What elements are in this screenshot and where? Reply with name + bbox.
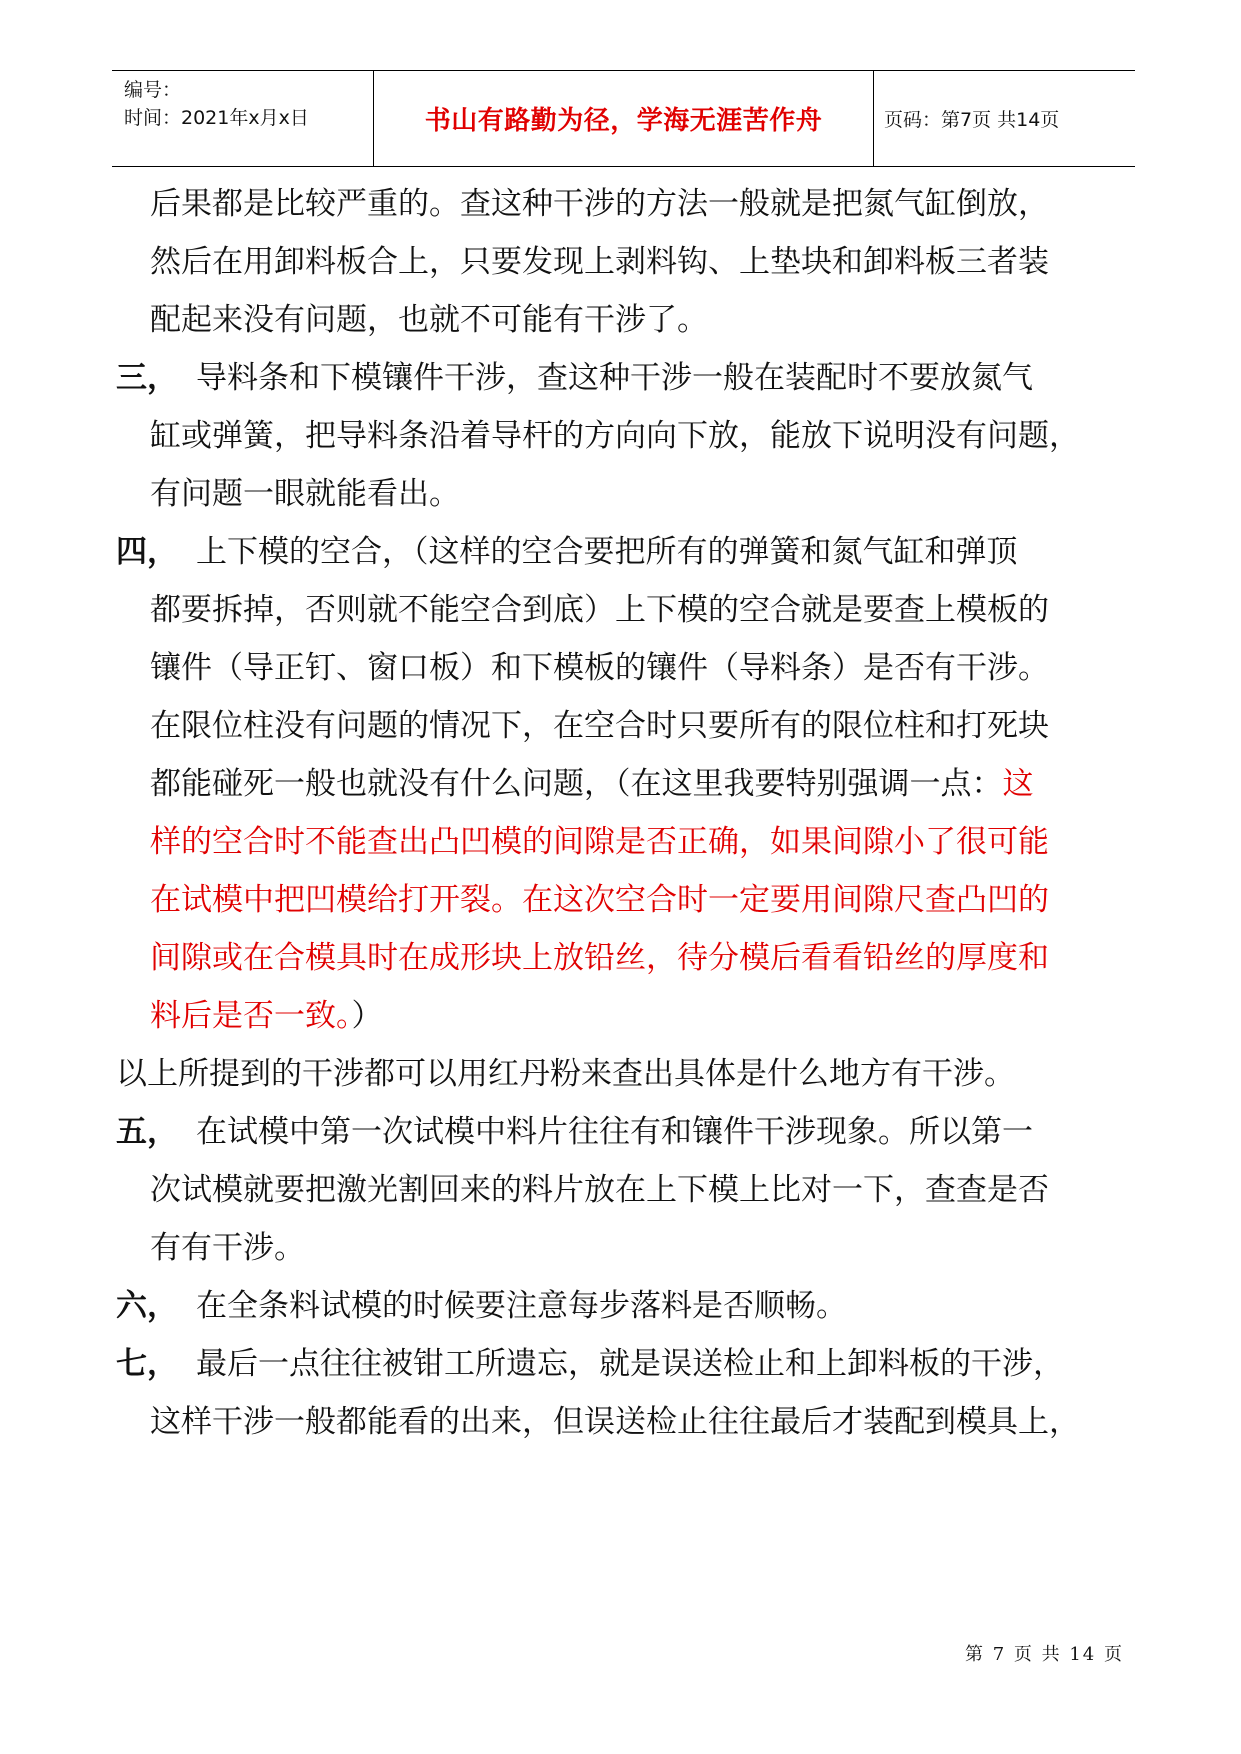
- text-line: 最后一点往往被钳工所遗忘，就是误送检止和上卸料板的干涉，: [196, 1346, 1064, 1382]
- header-motto-cell: [374, 71, 874, 166]
- time-label: 时间：2021年x月x日: [124, 107, 309, 129]
- page-header: [112, 70, 1135, 167]
- item-number: 四，: [116, 534, 178, 570]
- text-line: 配起来没有问题，也就不可能有干涉了。: [150, 302, 708, 338]
- text-line: 镶件（导正钉、窗口板）和下模板的镶件（导料条）是否有干涉。: [150, 650, 1049, 686]
- motto: 书山有路勤为径，学海无涯苦作舟: [424, 106, 823, 136]
- serial-label: 编号：: [124, 79, 182, 101]
- highlight-text: 这: [1002, 766, 1034, 802]
- header-left-cell: [112, 71, 374, 166]
- page-footer: 第 7 页 共 14 页: [965, 1644, 1124, 1665]
- text-line: 次试模就要把激光割回来的料片放在上下模上比对一下，查查是否: [150, 1172, 1049, 1208]
- highlight-line: 在试模中把凹模给打开裂。在这次空合时一定要用间隙尺查凸凹的: [150, 882, 1049, 918]
- item-number: 三，: [116, 360, 178, 396]
- header-page-cell: [874, 71, 1135, 166]
- text-line: 都要拆掉，否则就不能空合到底）上下模的空合就是要查上模板的: [150, 592, 1049, 628]
- text-line: 然后在用卸料板合上，只要发现上剥料钩、上垫块和卸料板三者装: [150, 244, 1049, 280]
- highlight-line: 间隙或在合模具时在成形块上放铅丝，待分模后看看铅丝的厚度和: [150, 940, 1049, 976]
- page-code: 页码：第7页 共14页: [884, 109, 1060, 131]
- text-line: 在限位柱没有问题的情况下，在空合时只要所有的限位柱和打死块: [150, 708, 1049, 744]
- text-line: 后果都是比较严重的。查这种干涉的方法一般就是把氮气缸倒放，: [150, 186, 1049, 222]
- item-number: 六，: [116, 1288, 178, 1324]
- text-line: 有有干涉。: [150, 1230, 305, 1266]
- text-line: 有问题一眼就能看出。: [150, 476, 460, 512]
- text-segment: ）: [351, 998, 383, 1034]
- item-number: 五，: [116, 1114, 178, 1150]
- text-line: 在试模中第一次试模中料片往往有和镶件干涉现象。所以第一: [196, 1114, 1033, 1150]
- text-line: 缸或弹簧，把导料条沿着导杆的方向向下放，能放下说明没有问题，: [150, 418, 1080, 454]
- text-line-mixed: [150, 764, 1034, 804]
- text-line-mixed: [150, 996, 383, 1036]
- text-line: 导料条和下模镶件干涉，查这种干涉一般在装配时不要放氮气: [196, 360, 1033, 396]
- summary-line: 以上所提到的干涉都可以用红丹粉来查出具体是什么地方有干涉。: [116, 1056, 1015, 1092]
- text-line: 这样干涉一般都能看的出来，但误送检止往往最后才装配到模具上，: [150, 1404, 1080, 1440]
- item-number: 七，: [116, 1346, 178, 1382]
- text-line: 上下模的空合，（这样的空合要把所有的弹簧和氮气缸和弹顶: [196, 534, 1018, 570]
- text-segment: 都能碰死一般也就没有什么问题，（在这里我要特别强调一点：: [150, 766, 1003, 802]
- highlight-text: 料后是否一致。: [150, 998, 352, 1034]
- highlight-line: 样的空合时不能查出凸凹模的间隙是否正确，如果间隙小了很可能: [150, 824, 1049, 860]
- text-line: 在全条料试模的时候要注意每步落料是否顺畅。: [196, 1288, 847, 1324]
